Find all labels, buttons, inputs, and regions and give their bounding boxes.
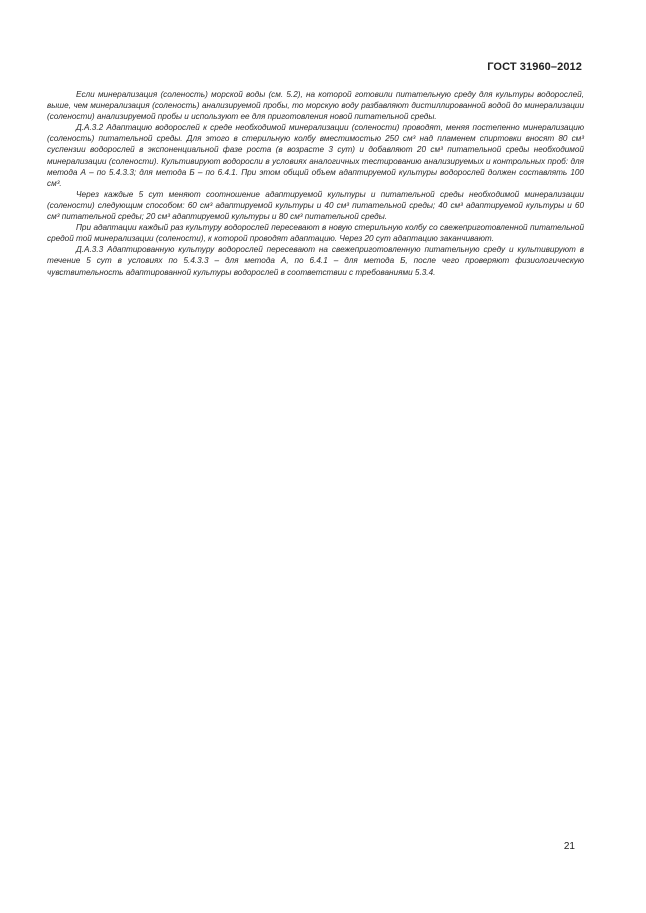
document-body bbox=[47, 89, 584, 278]
paragraph-adapted-culture: Д.А.3.3 Адаптированную культуру водорослей пересевают на свежеприготовленную питательную среду и культивируют в течение 5 сут в условиях по 5.4.3.3 – для метода А, по 6.4.1 – для метода Б, после чего проверяют физиологическую чувствительность адаптированной культуры водорослей в соответствии с требованиями 5.3.4. bbox=[47, 245, 584, 277]
paragraph-ratio-schedule: Через каждые 5 сут меняют соотношение адаптируемой культуры и питательной среды необходимой минерализации (солености) следующим способом: 60 см³ адаптируемой культуры и 40 см³ питательной среды; 40 см³ адаптируемой культуры и 60 см³ питательной среды; 20 см³ адаптируемой культуры и 80 см³ питательной среды. bbox=[47, 189, 584, 222]
document-code: ГОСТ 31960–2012 bbox=[487, 61, 582, 73]
paragraph-reseeding: При адаптации каждый раз культуру водорослей пересевают в новую стерильную колбу со свежеприготовленной питательной средой той минерализации (солености), к которой проводят адаптацию. Через 20 сут адаптацию заканчивают. bbox=[47, 223, 584, 244]
paragraph-adaptation-procedure: Д.А.3.2 Адаптацию водорослей к среде необходимой минерализации (солености) проводят, меняя постепенно минерализацию (соленость) питательной среды. Для этого в стерильную колбу вместимостью 250 см³ над пламенем спиртовки вносят 80 см³ суспензии водорослей в экспоненциальной фазе роста (в возрасте 3 сут) и добавляют 20 см³ питательной среды необходимой минерализации (солености). Культивируют водоросли в условиях аналогичных тестированию анализируемых и контрольных проб: для метода А – по 5.4.3.3; для метода Б – по 6.4.1. При этом общий объем адаптируемой культуры водорослей должен составлять 100 см³. bbox=[47, 123, 584, 188]
page-number: 21 bbox=[563, 841, 575, 852]
paragraph-salinity-dilution: Если минерализация (соленость) морской воды (см. 5.2), на которой готовили питательную среду для культуры водорослей, выше, чем минерализация (соленость) анализируемой пробы, то морскую воду разбавляют дистиллированной водой до минерализации (солености) анализируемой пробы и используют ее для приготовления новой питательной среды. bbox=[47, 90, 584, 122]
